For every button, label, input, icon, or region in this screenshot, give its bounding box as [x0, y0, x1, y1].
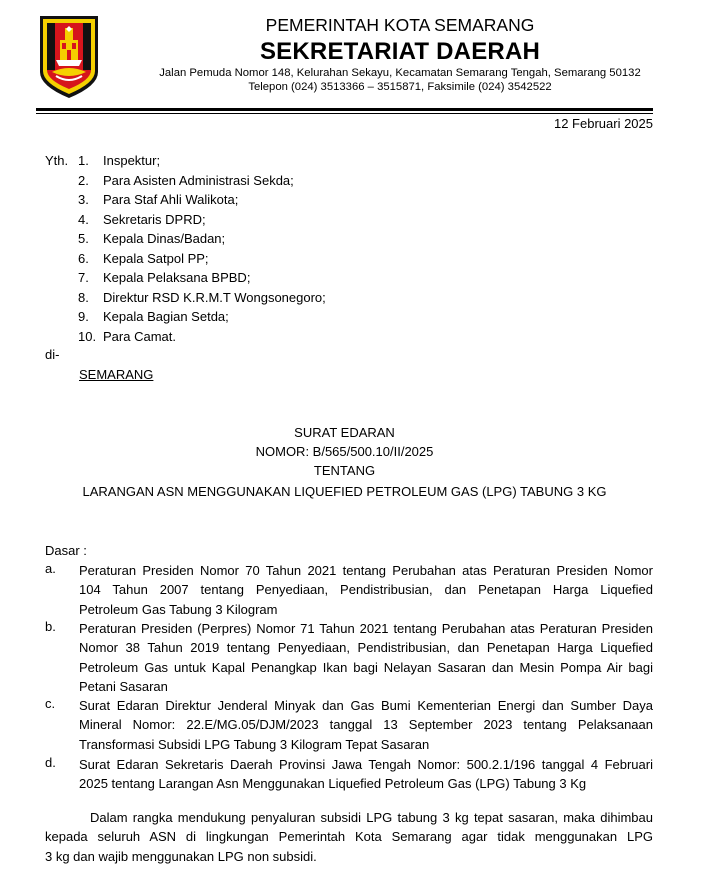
- recipient-number: 6.: [78, 250, 89, 266]
- header-government-name: PEMERINTAH KOTA SEMARANG: [265, 15, 535, 35]
- recipient-number: 8.: [78, 289, 89, 305]
- recipient-text: Para Staf Ahli Walikota;: [103, 192, 239, 207]
- recipient-number: 2.: [78, 172, 89, 188]
- document-number: NOMOR: B/565/500.10/II/2025: [255, 444, 434, 459]
- basis-point-text: [79, 561, 653, 619]
- recipient-number: 10.: [78, 328, 97, 344]
- basis-point-label: b.: [45, 619, 56, 634]
- closing-line: 3 kg dan wajib menggunakan LPG non subsidi.: [45, 848, 317, 864]
- letterhead-rule-thick: [36, 108, 653, 111]
- basis-point-line: Peraturan Presiden (Perpres) Nomor 71 Tahun 2021 tentang Perubahan atas Peraturan Presiden: [79, 621, 653, 636]
- basis-point-line: Mineral Nomor: 22.E/MG.05/DJM/2023 tanggal 13 September 2023 tentang Pelaksanaan: [79, 717, 653, 733]
- basis-point-line: Peraturan Presiden Nomor 70 Tahun 2021 tentang Perubahan atas Peraturan Presiden Nomor: [79, 563, 653, 578]
- basis-point-line: Petani Sasaran: [79, 678, 168, 694]
- recipient-number: 4.: [78, 211, 89, 227]
- recipient-text: Kepala Satpol PP;: [103, 250, 209, 266]
- recipient-number: 1.: [78, 153, 89, 168]
- recipient-number: 7.: [78, 270, 89, 285]
- basis-point-line: Nomor 38 Tahun 2019 tentang Penyediaan, Pendistribusian, dan Penetapan Harga Liquefied: [79, 640, 653, 656]
- basis-point-line: 2025 tentang Larangan Asn Menggunakan Liquefied Petroleum Gas (LPG) Tabung 3 Kg: [79, 776, 587, 792]
- recipient-city: SEMARANG: [79, 367, 154, 382]
- closing-paragraph: [45, 808, 653, 866]
- recipient-text: Para Camat.: [103, 328, 176, 344]
- recipient-text: Inspektur;: [103, 153, 161, 168]
- basis-point-text: [79, 755, 653, 794]
- recipient-number: 3.: [78, 192, 89, 207]
- recipient-text: Sekretaris DPRD;: [103, 211, 206, 227]
- recipient-number: 9.: [78, 309, 89, 324]
- recipient-text: Kepala Dinas/Badan;: [103, 231, 226, 246]
- document-subject: LARANGAN ASN MENGGUNAKAN LIQUEFIED PETROLEUM GAS (LPG) TABUNG 3 KG: [82, 484, 607, 499]
- recipient-text: Para Asisten Administrasi Sekda;: [103, 172, 294, 188]
- recipient-text: Direktur RSD K.R.M.T Wongsonegoro;: [103, 289, 326, 305]
- basis-point-text: [79, 696, 653, 754]
- header-phone: Telepon (024) 3513366 – 3515871, Faksimile (024) 3542522: [248, 81, 552, 93]
- header-address: Jalan Pemuda Nomor 148, Kelurahan Sekayu, Kecamatan Semarang Tengah, Semarang 50132: [159, 67, 641, 79]
- letterhead-rule-thin: [36, 113, 653, 114]
- header-office-name: SEKRETARIAT DAERAH: [259, 38, 541, 65]
- recipient-location-prefix: di-: [45, 347, 60, 362]
- basis-point-line: 104 Tahun 2007 tentang Penyediaan, Pendistribusian, dan Penetapan Harga Liquefied: [79, 582, 653, 598]
- basis-point-line: Surat Edaran Direktur Jenderal Minyak dan Gas Bumi Kementerian Energi dan Sumber Daya: [79, 698, 653, 713]
- recipient-number: 5.: [78, 231, 89, 246]
- basis-label: Dasar :: [45, 543, 87, 558]
- basis-point-line: Petroleum Gas untuk Kapal Penangkap Ikan bagi Nelayan Sasaran dan Mesin Pompa Air bagi: [79, 659, 653, 675]
- recipient-prefix: Yth.: [45, 153, 69, 168]
- basis-point-line: Petroleum Gas Tabung 3 Kilogram: [79, 601, 278, 617]
- document-type: SURAT EDARAN: [294, 425, 395, 440]
- closing-line: Dalam rangka mendukung penyaluran subsidi LPG tabung 3 kg tepat sasaran, maka dihimbau: [90, 810, 653, 825]
- basis-point-label: a.: [45, 561, 56, 576]
- recipient-text: Kepala Bagian Setda;: [103, 309, 229, 324]
- basis-point-line: Transformasi Subsidi LPG Tabung 3 Kilogram Tepat Sasaran: [79, 736, 430, 752]
- document-about-label: TENTANG: [313, 463, 376, 478]
- basis-point-label: d.: [45, 755, 56, 770]
- closing-line: kepada seluruh ASN di lingkungan Pemerintah Kota Semarang agar tidak menggunakan LPG: [45, 829, 653, 845]
- basis-point-label: c.: [45, 696, 56, 711]
- basis-point-line: Surat Edaran Sekretaris Daerah Provinsi Jawa Tengah Nomor: 500.2.1/196 tanggal 4 Februari: [79, 757, 653, 772]
- basis-point-text: [79, 619, 653, 696]
- letter-date: 12 Februari 2025: [553, 116, 653, 131]
- recipient-text: Kepala Pelaksana BPBD;: [103, 270, 251, 285]
